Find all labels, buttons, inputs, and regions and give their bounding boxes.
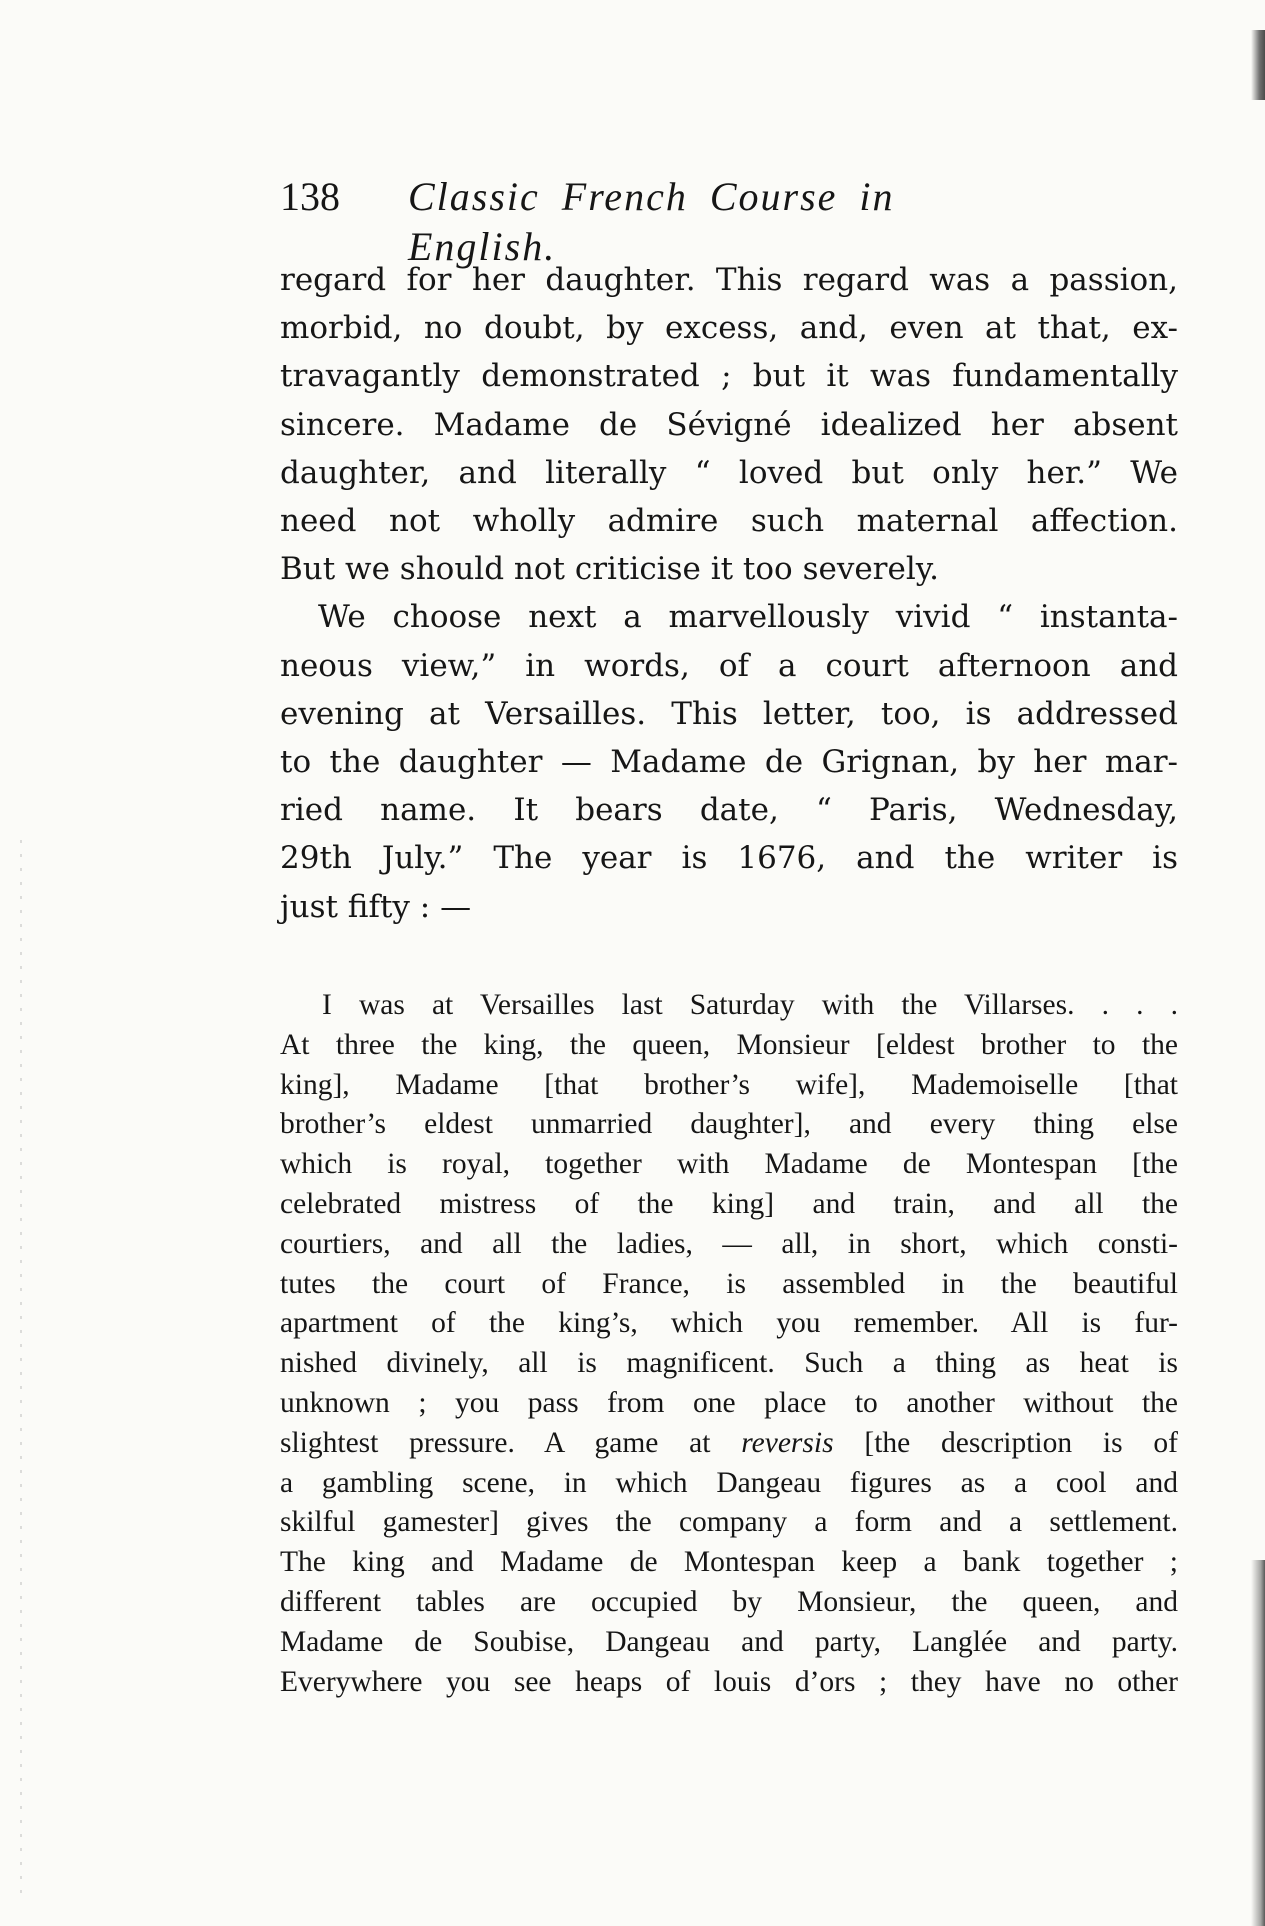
quote-line: different tables are occupied by Monsieur, the queen, and <box>280 1585 1178 1618</box>
quote-line: I was at Versailles last Saturday with the Villarses. . . . <box>322 989 1178 1021</box>
quote-line: At three the king, the queen, Monsieur [eldest brother to the <box>280 1028 1178 1061</box>
block-quote <box>280 986 1178 1702</box>
text-line: 29th July.” The year is 1676, and the writer is <box>280 840 1178 877</box>
running-title: Classic French Course in English. <box>408 174 895 269</box>
paragraph-1 <box>280 256 1178 593</box>
text-line: morbid, no doubt, by excess, and, even at that, ex- <box>280 310 1178 347</box>
text-line: But we should not criticise it too severely. <box>280 551 940 588</box>
text-line: neous view,” in words, of a court afternoon and <box>280 647 1178 684</box>
text-line: just fifty : — <box>280 888 472 925</box>
quote-line: brother’s eldest unmarried daughter], and every thing else <box>280 1108 1178 1141</box>
quote-line: apartment of the king’s, which you remember. All is fur- <box>280 1307 1178 1340</box>
body-text <box>280 256 1178 931</box>
page-number: 138 <box>280 174 340 219</box>
quote-line: courtiers, and all the ladies, — all, in short, which consti- <box>280 1227 1178 1260</box>
text-line: travagantly demonstrated ; but it was fundamentally <box>280 358 1178 395</box>
quote-line: tutes the court of France, is assembled in the beautiful <box>280 1267 1178 1300</box>
text-line: need not wholly admire such maternal affection. <box>280 503 1178 540</box>
text-line: ried name. It bears date, “ Paris, Wednesday, <box>280 792 1178 829</box>
text-line: We choose next a marvellously vivid “ instanta- <box>318 599 1178 636</box>
quote-line: celebrated mistress of the king] and train, and all the <box>280 1187 1178 1220</box>
page-edge-shadow <box>1251 1560 1265 1926</box>
page-edge-mark <box>1251 30 1265 100</box>
quote-line: which is royal, together with Madame de Montespan [the <box>280 1148 1178 1181</box>
quote-line: a gambling scene, in which Dangeau figures as a cool and <box>280 1466 1178 1499</box>
gutter-speckle <box>20 840 22 1900</box>
text-line: to the daughter — Madame de Grignan, by her mar- <box>280 744 1178 781</box>
text-line: regard for her daughter. This regard was a passion, <box>280 262 1178 298</box>
text-line: daughter, and literally “ loved but only her.” We <box>280 454 1178 491</box>
quote-line: king], Madame [that brother’s wife], Mademoiselle [that <box>280 1068 1178 1101</box>
quote-line: unknown ; you pass from one place to another without the <box>280 1386 1178 1419</box>
quote-line: Everywhere you see heaps of louis d’ors ; they have no other <box>280 1665 1178 1698</box>
text-line: evening at Versailles. This letter, too, is addressed <box>280 695 1178 732</box>
paragraph-2 <box>280 593 1178 930</box>
quote-line: nished divinely, all is magnificent. Such a thing as heat is <box>280 1347 1178 1380</box>
quote-line: Madame de Soubise, Dangeau and party, Langlée and party. <box>280 1625 1178 1658</box>
quote-line: slightest pressure. A game at reversis [the description is of <box>280 1426 1178 1459</box>
quote-line: skilful gamester] gives the company a form and a settlement. <box>280 1506 1178 1539</box>
quote-line: The king and Madame de Montespan keep a bank together ; <box>280 1546 1178 1579</box>
italic-term: reversis <box>741 1426 834 1459</box>
text-line: sincere. Madame de Sévigné idealized her absent <box>280 406 1178 443</box>
